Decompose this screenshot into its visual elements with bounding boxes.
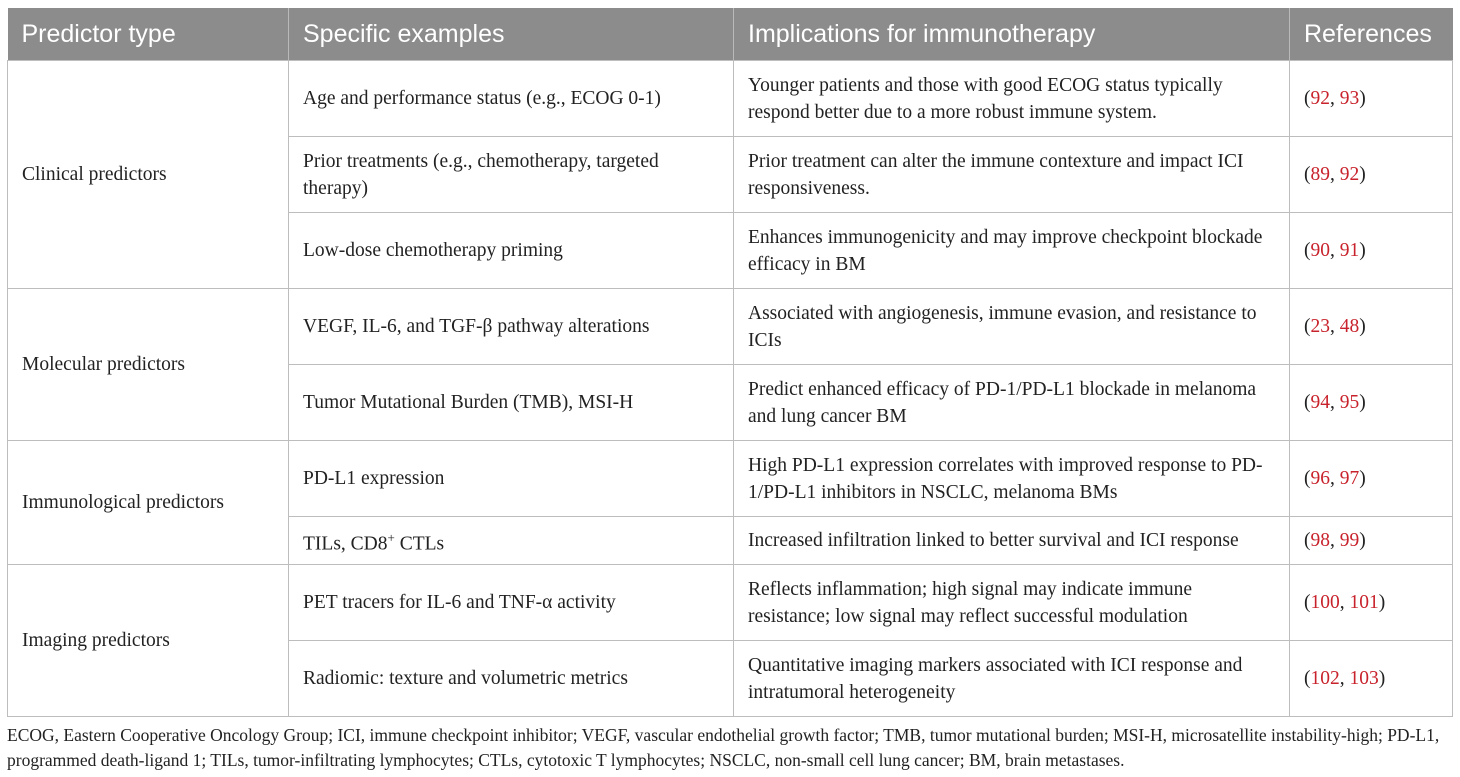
example-text: PET tracers for IL-6 and TNF-α activity: [303, 592, 616, 613]
example-cell: [289, 641, 734, 717]
example-cell: [289, 517, 734, 565]
reference-cell: (98, 99): [1290, 517, 1453, 565]
example-cell: [289, 289, 734, 365]
predictor-type-cell: Imaging predictors: [8, 565, 289, 717]
example-text: VEGF, IL-6, and TGF-β pathway alterations: [303, 316, 650, 337]
example-cell: [289, 365, 734, 441]
reference-cell: (89, 92): [1290, 137, 1453, 213]
implication-cell: Reflects inflammation; high signal may indicate immune resistance; low signal may reflect successful modulation: [734, 565, 1290, 641]
example-cell: [289, 441, 734, 517]
reference-cell: (102, 103): [1290, 641, 1453, 717]
reference-link[interactable]: 96: [1310, 468, 1330, 489]
example-cell: [289, 61, 734, 137]
reference-link[interactable]: 92: [1339, 164, 1360, 185]
table-footnote: ECOG, Eastern Cooperative Oncology Group; ICI, immune checkpoint inhibitor; VEGF, vascular endothelial growth factor; TMB, tumor mutational burden; MSI-H, microsatellite instability-high; PD-L1, programmed death-ligand 1; TILs, tumor-infiltrating lymphocytes; CTLs, cytotoxic T lymphocytes; NSCLC, non-small cell lung cancer; BM, brain metastases.: [7, 725, 1440, 770]
reference-link[interactable]: 91: [1339, 240, 1360, 261]
reference-link[interactable]: 90: [1310, 240, 1330, 261]
example-cell: [289, 213, 734, 289]
table-row: [8, 61, 1453, 137]
reference-link[interactable]: 102: [1310, 668, 1340, 689]
header-references: References: [1290, 8, 1453, 61]
reference-link[interactable]: 100: [1310, 592, 1340, 613]
reference-link[interactable]: 94: [1310, 392, 1330, 413]
reference-link[interactable]: 23: [1310, 316, 1330, 337]
example-text: PD-L1 expression: [303, 468, 445, 489]
reference-link[interactable]: 99: [1339, 530, 1360, 551]
implication-cell: Enhances immunogenicity and may improve checkpoint blockade efficacy in BM: [734, 213, 1290, 289]
example-superscript: +: [387, 529, 395, 545]
reference-link[interactable]: 95: [1339, 392, 1360, 413]
implication-cell: Younger patients and those with good ECOG status typically respond better due to a more robust immune system.: [734, 61, 1290, 137]
implication-cell: Associated with angiogenesis, immune evasion, and resistance to ICIs: [734, 289, 1290, 365]
example-cell: [289, 137, 734, 213]
reference-link[interactable]: 48: [1339, 316, 1360, 337]
predictor-type-cell: Clinical predictors: [8, 61, 289, 289]
predictor-type-cell: Immunological predictors: [8, 441, 289, 565]
table-row: [8, 565, 1453, 641]
reference-cell: (96, 97): [1290, 441, 1453, 517]
reference-link[interactable]: 98: [1310, 530, 1330, 551]
implication-cell: Quantitative imaging markers associated with ICI response and intratumoral heterogeneity: [734, 641, 1290, 717]
implication-cell: Prior treatment can alter the immune contexture and impact ICI responsiveness.: [734, 137, 1290, 213]
reference-cell: (23, 48): [1290, 289, 1453, 365]
reference-link[interactable]: 101: [1349, 592, 1379, 613]
reference-link[interactable]: 103: [1349, 668, 1379, 689]
reference-cell: (90, 91): [1290, 213, 1453, 289]
table-body: [8, 61, 1453, 717]
reference-link[interactable]: 89: [1310, 164, 1330, 185]
header-predictor-type: Predictor type: [8, 8, 289, 61]
example-text: Radiomic: texture and volumetric metrics: [303, 668, 628, 689]
header-row: [8, 8, 1453, 61]
reference-cell: (94, 95): [1290, 365, 1453, 441]
table-row: [8, 289, 1453, 365]
example-text: Age and performance status (e.g., ECOG 0-1): [303, 88, 661, 109]
implication-cell: High PD-L1 expression correlates with improved response to PD-1/PD-L1 inhibitors in NSCLC, melanoma BMs: [734, 441, 1290, 517]
example-text: Prior treatments (e.g., chemotherapy, targeted therapy): [303, 150, 659, 199]
header-implications: Implications for immunotherapy: [734, 8, 1290, 61]
example-cell: [289, 565, 734, 641]
reference-cell: (92, 93): [1290, 61, 1453, 137]
reference-link[interactable]: 93: [1339, 88, 1360, 109]
example-suffix: CTLs: [394, 533, 445, 555]
reference-link[interactable]: 92: [1310, 88, 1330, 109]
predictors-table: [7, 8, 1453, 717]
implication-cell: Predict enhanced efficacy of PD-1/PD-L1 blockade in melanoma and lung cancer BM: [734, 365, 1290, 441]
predictor-type-cell: Molecular predictors: [8, 289, 289, 441]
header-specific-examples: Specific examples: [289, 8, 734, 61]
example-text: TILs, CD8: [303, 533, 388, 555]
implication-cell: Increased infiltration linked to better survival and ICI response: [734, 517, 1290, 565]
reference-link[interactable]: 97: [1339, 468, 1360, 489]
reference-cell: (100, 101): [1290, 565, 1453, 641]
table-row: [8, 441, 1453, 517]
example-text: Tumor Mutational Burden (TMB), MSI-H: [303, 392, 634, 413]
example-text: Low-dose chemotherapy priming: [303, 240, 563, 261]
